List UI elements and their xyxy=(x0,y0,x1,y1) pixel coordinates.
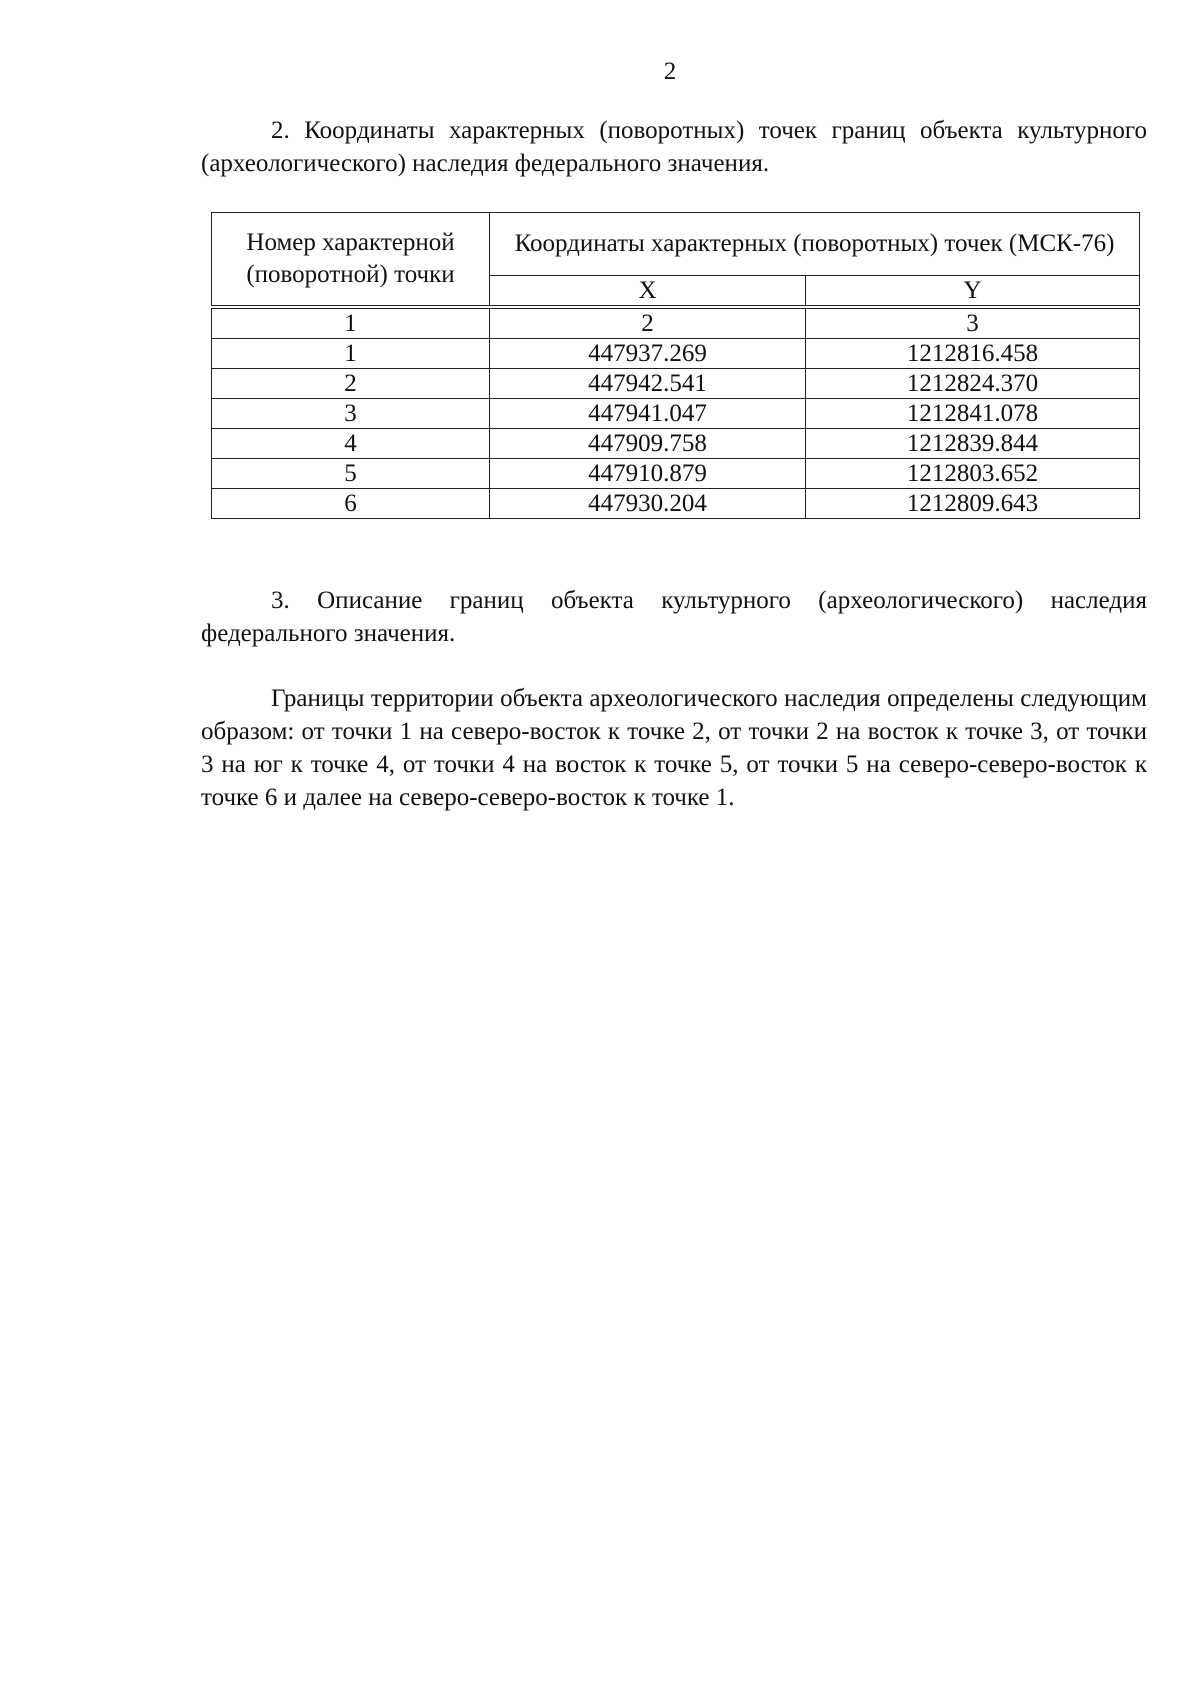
coordinates-table xyxy=(211,212,1140,519)
x-coordinate-cell: 447910.879 xyxy=(490,459,806,489)
column-number-row xyxy=(212,307,1140,339)
y-coordinate-cell: 1212816.458 xyxy=(806,339,1140,369)
x-coordinate-cell: 447909.758 xyxy=(490,429,806,459)
x-coordinate-cell: 447941.047 xyxy=(490,399,806,429)
table-row xyxy=(212,339,1140,369)
table-row xyxy=(212,429,1140,459)
point-number-cell: 1 xyxy=(212,339,490,369)
y-coordinate-cell: 1212841.078 xyxy=(806,399,1140,429)
point-number-cell: 6 xyxy=(212,489,490,519)
header-y: Y xyxy=(806,276,1140,308)
x-coordinate-cell: 447937.269 xyxy=(490,339,806,369)
table-row xyxy=(212,369,1140,399)
section-3-heading: 3. Описание границ объекта культурного (археологического) наследия федерального значения. xyxy=(201,587,1147,647)
header-point-number: Номер характерной (поворотной) точки xyxy=(212,213,490,308)
header-coords-title: Координаты характерных (поворотных) точек (МСК-76) xyxy=(490,213,1140,276)
y-coordinate-cell: 1212809.643 xyxy=(806,489,1140,519)
page-number: 2 xyxy=(663,58,677,85)
section-2-heading: 2. Координаты характерных (поворотных) точек границ объекта культурного (археологического) наследия федерального значения. xyxy=(201,117,1147,177)
x-coordinate-cell: 447930.204 xyxy=(490,489,806,519)
y-coordinate-cell: 1212824.370 xyxy=(806,369,1140,399)
point-number-cell: 5 xyxy=(212,459,490,489)
table-row xyxy=(212,489,1140,519)
boundaries-description: Границы территории объекта археологического наследия определены следующим образом: от точки 1 на северо-восток к точке 2, от точки 2 на восток к точке 3, от точки 3 на юг к точке 4, от точки 4 на восток к точке 5, от точки 5 на северо-северо-восток к точке 6 и далее на северо-северо-восток к точке 1. xyxy=(201,685,1147,811)
point-number-cell: 2 xyxy=(212,369,490,399)
column-number-2: 2 xyxy=(490,307,806,339)
x-coordinate-cell: 447942.541 xyxy=(490,369,806,399)
table-row xyxy=(212,459,1140,489)
column-number-3: 3 xyxy=(806,307,1140,339)
y-coordinate-cell: 1212803.652 xyxy=(806,459,1140,489)
y-coordinate-cell: 1212839.844 xyxy=(806,429,1140,459)
table-header-row xyxy=(212,213,1140,276)
point-number-cell: 3 xyxy=(212,399,490,429)
table-row xyxy=(212,399,1140,429)
column-number-1: 1 xyxy=(212,307,490,339)
point-number-cell: 4 xyxy=(212,429,490,459)
header-x: X xyxy=(490,276,806,308)
